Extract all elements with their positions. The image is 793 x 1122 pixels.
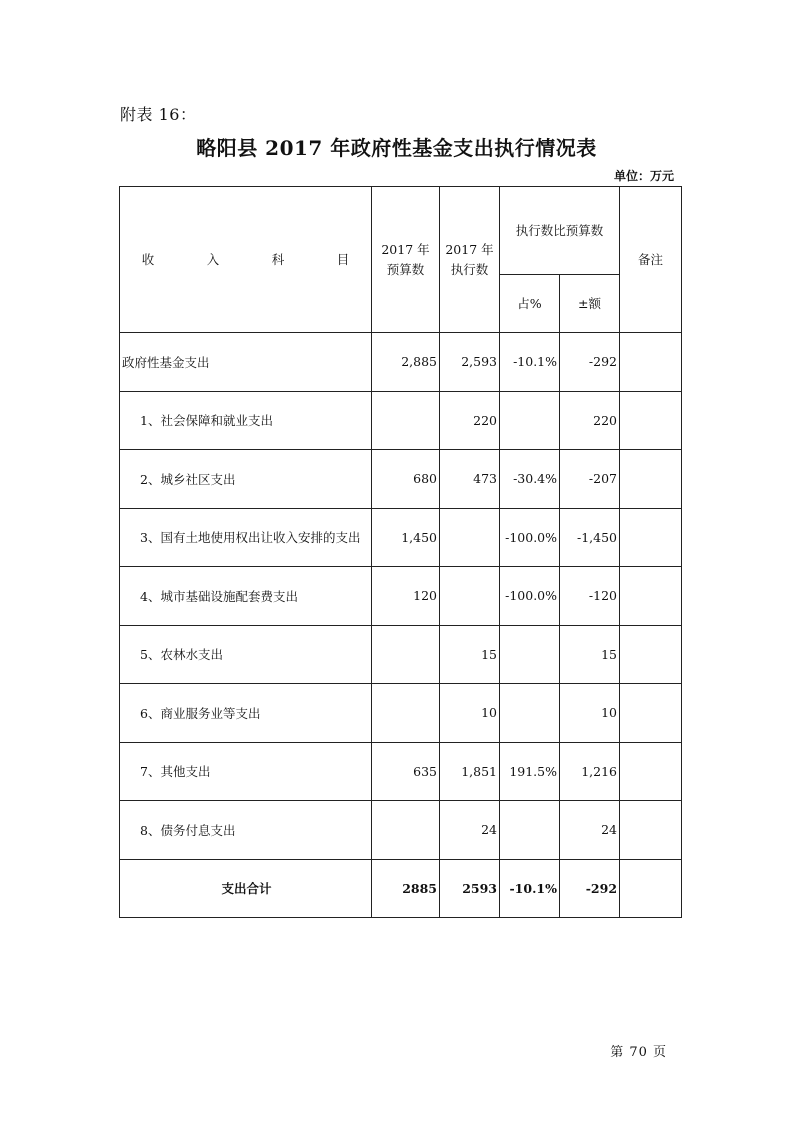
table-row [120,625,682,684]
header-compare: 执行数比预算数 [500,187,620,275]
row-actual [440,567,500,626]
row-actual [440,508,500,567]
unit-label: 单位：万元 [613,169,674,183]
row-pct [500,391,560,450]
row-pct [500,625,560,684]
total-budget: 2885 [372,859,440,918]
header-actual [440,187,500,333]
row-pct: -100.0% [500,567,560,626]
row-note [620,450,682,509]
row-name: 5、农林水支出 [120,625,372,684]
header-budget [372,187,440,333]
total-actual: 2593 [440,859,500,918]
row-diff: -1,450 [560,508,620,567]
page-title: 略阳县 2017 年政府性基金支出执行情况表 [196,136,597,160]
page-number: 第 70 页 [610,1045,667,1060]
row-diff: 24 [560,801,620,860]
row-budget [372,801,440,860]
total-pct: -10.1% [500,859,560,918]
row-diff: 15 [560,625,620,684]
row-note [620,333,682,392]
row-note [620,684,682,743]
row-actual: 473 [440,450,500,509]
row-name: 7、其他支出 [120,742,372,801]
row-note [620,801,682,860]
row-diff: 220 [560,391,620,450]
row-actual: 1,851 [440,742,500,801]
row-diff: -292 [560,333,620,392]
row-diff: -207 [560,450,620,509]
row-pct [500,684,560,743]
row-actual: 15 [440,625,500,684]
table-row [120,333,682,392]
header-budget-line2: 预算数 [386,261,425,277]
row-note [620,742,682,801]
row-budget: 635 [372,742,440,801]
row-actual: 2,593 [440,333,500,392]
header-pct: 占% [500,275,560,333]
row-note [620,625,682,684]
header-subject: 收 入 科 目 [120,187,372,333]
row-diff: 1,216 [560,742,620,801]
header-note: 备注 [620,187,682,333]
row-actual: 10 [440,684,500,743]
header-budget-line1: 2017 年 [381,241,430,257]
row-name: 2、城乡社区支出 [120,450,372,509]
expenditure-table [119,186,682,918]
row-budget [372,625,440,684]
row-name: 6、商业服务业等支出 [120,684,372,743]
header-actual-line1: 2017 年 [445,241,494,257]
row-budget: 2,885 [372,333,440,392]
row-pct: -100.0% [500,508,560,567]
total-note [620,859,682,918]
row-budget: 680 [372,450,440,509]
table-row [120,508,682,567]
row-note [620,391,682,450]
row-pct [500,801,560,860]
total-row [120,859,682,918]
row-budget [372,391,440,450]
attachment-label: 附表 16： [120,105,197,124]
table-row [120,567,682,626]
row-actual: 220 [440,391,500,450]
row-name: 4、城市基础设施配套费支出 [120,567,372,626]
row-name: 政府性基金支出 [120,333,372,392]
row-note [620,508,682,567]
row-diff: 10 [560,684,620,743]
row-actual: 24 [440,801,500,860]
row-pct: -30.4% [500,450,560,509]
row-diff: -120 [560,567,620,626]
row-name: 8、债务付息支出 [120,801,372,860]
row-note [620,567,682,626]
total-name: 支出合计 [120,859,372,918]
total-diff: -292 [560,859,620,918]
table-row [120,742,682,801]
table-row [120,391,682,450]
header-diff: ±额 [560,275,620,333]
row-name: 3、国有土地使用权出让收入安排的支出 [120,508,372,567]
row-budget: 1,450 [372,508,440,567]
header-actual-line2: 执行数 [450,261,489,277]
row-budget: 120 [372,567,440,626]
row-pct: -10.1% [500,333,560,392]
table-row [120,684,682,743]
row-budget [372,684,440,743]
table-row [120,450,682,509]
table-row [120,801,682,860]
row-name: 1、社会保障和就业支出 [120,391,372,450]
row-pct: 191.5% [500,742,560,801]
